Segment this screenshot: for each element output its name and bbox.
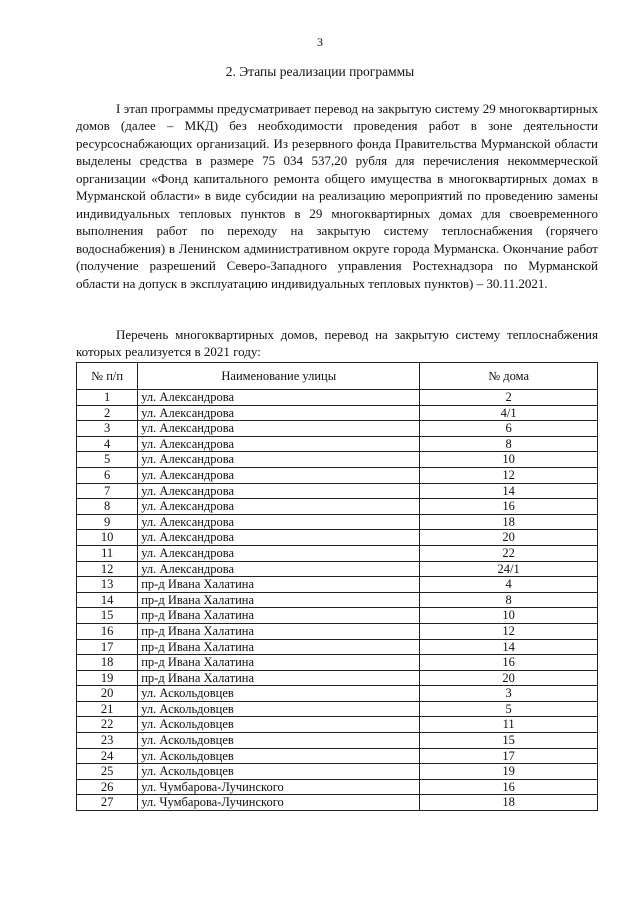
row-house: 12 — [420, 623, 598, 639]
row-street: ул. Александрова — [138, 405, 420, 421]
row-street: пр-д Ивана Халатина — [138, 655, 420, 671]
row-house: 11 — [420, 717, 598, 733]
table-row — [77, 748, 598, 764]
row-number: 8 — [77, 499, 138, 515]
row-number: 1 — [77, 390, 138, 406]
row-number: 6 — [77, 467, 138, 483]
row-house: 4 — [420, 577, 598, 593]
row-number: 20 — [77, 686, 138, 702]
row-number: 16 — [77, 623, 138, 639]
row-number: 11 — [77, 545, 138, 561]
row-street: пр-д Ивана Халатина — [138, 592, 420, 608]
row-street: пр-д Ивана Халатина — [138, 577, 420, 593]
table-row — [77, 686, 598, 702]
table-row — [77, 405, 598, 421]
row-street: ул. Чумбарова-Лучинского — [138, 795, 420, 811]
row-street: ул. Александрова — [138, 499, 420, 515]
row-street: пр-д Ивана Халатина — [138, 670, 420, 686]
header-number: № п/п — [77, 363, 138, 390]
row-number: 5 — [77, 452, 138, 468]
table-row — [77, 717, 598, 733]
row-house: 8 — [420, 592, 598, 608]
table-row — [77, 639, 598, 655]
row-number: 27 — [77, 795, 138, 811]
row-house: 19 — [420, 764, 598, 780]
table-row — [77, 514, 598, 530]
row-street: ул. Аскольдовцев — [138, 686, 420, 702]
table-row — [77, 436, 598, 452]
row-street: ул. Александрова — [138, 390, 420, 406]
table-row — [77, 467, 598, 483]
row-street: пр-д Ивана Халатина — [138, 623, 420, 639]
row-house: 15 — [420, 733, 598, 749]
table-row — [77, 592, 598, 608]
row-number: 10 — [77, 530, 138, 546]
row-number: 14 — [77, 592, 138, 608]
row-house: 3 — [420, 686, 598, 702]
row-street: ул. Александрова — [138, 452, 420, 468]
row-number: 23 — [77, 733, 138, 749]
row-house: 12 — [420, 467, 598, 483]
section-title: 2. Этапы реализации программы — [225, 64, 415, 79]
row-house: 16 — [420, 779, 598, 795]
table-row — [77, 779, 598, 795]
row-street: ул. Чумбарова-Лучинского — [138, 779, 420, 795]
row-street: ул. Александрова — [138, 545, 420, 561]
table-row — [77, 390, 598, 406]
row-street: пр-д Ивана Халатина — [138, 639, 420, 655]
row-house: 24/1 — [420, 561, 598, 577]
table-row — [77, 670, 598, 686]
row-house: 18 — [420, 514, 598, 530]
row-house: 4/1 — [420, 405, 598, 421]
table-row — [77, 499, 598, 515]
row-street: ул. Аскольдовцев — [138, 733, 420, 749]
page-number: 3 — [317, 35, 323, 49]
row-house: 17 — [420, 748, 598, 764]
row-number: 25 — [77, 764, 138, 780]
row-number: 24 — [77, 748, 138, 764]
table-row — [77, 452, 598, 468]
row-house: 5 — [420, 701, 598, 717]
table-row — [77, 421, 598, 437]
row-street: пр-д Ивана Халатина — [138, 608, 420, 624]
row-street: ул. Александрова — [138, 421, 420, 437]
row-street: ул. Аскольдовцев — [138, 764, 420, 780]
row-number: 26 — [77, 779, 138, 795]
table-row — [77, 561, 598, 577]
row-house: 8 — [420, 436, 598, 452]
row-street: ул. Аскольдовцев — [138, 748, 420, 764]
row-house: 2 — [420, 390, 598, 406]
row-street: ул. Александрова — [138, 467, 420, 483]
row-house: 6 — [420, 421, 598, 437]
row-number: 9 — [77, 514, 138, 530]
row-street: ул. Александрова — [138, 483, 420, 499]
paragraph-stage-one: I этап программы предусматривает перевод на закрытую систему 29 многоквартирных домов (далее – МКД) без необходимости проведения работ в зоне деятельности ресурсоснабжающих организаций. Из резервного фонда Правительства Мурманской области выделены средства в размере 75 034 537,20 рубля для перечисления некоммерческой организации «Фонд капитального ремонта общего имущества в многоквартирных домах в Мурманской области» в виде субсидии на реализацию мероприятий по проведению замены индивидуальных тепловых пунктов в 29 многоквартирных домах для своевременного выполнения работ по переходу на закрытую систему теплоснабжения (горячего водоснабжения) в Ленинском административном округе города Мурманска. Окончание работ (получение разрешений Северо-Западного управления Ростехнадзора по Мурманской области на допуск в эксплуатацию индивидуальных тепловых пунктов) – 30.11.2021. — [76, 101, 598, 291]
row-number: 17 — [77, 639, 138, 655]
row-street: ул. Аскольдовцев — [138, 701, 420, 717]
header-street: Наименование улицы — [138, 363, 420, 390]
row-house: 14 — [420, 639, 598, 655]
row-number: 4 — [77, 436, 138, 452]
table-row — [77, 608, 598, 624]
row-number: 12 — [77, 561, 138, 577]
paragraph-list-intro: Перечень многоквартирных домов, перевод на закрытую систему теплоснабжения которых реализуется в 2021 году: — [76, 327, 598, 360]
row-number: 19 — [77, 670, 138, 686]
header-house: № дома — [420, 363, 598, 390]
row-number: 7 — [77, 483, 138, 499]
row-number: 22 — [77, 717, 138, 733]
row-street: ул. Александрова — [138, 530, 420, 546]
row-street: ул. Александрова — [138, 514, 420, 530]
row-number: 15 — [77, 608, 138, 624]
table-row — [77, 733, 598, 749]
row-street: ул. Александрова — [138, 561, 420, 577]
row-house: 10 — [420, 452, 598, 468]
row-house: 20 — [420, 670, 598, 686]
row-house: 18 — [420, 795, 598, 811]
row-street: ул. Александрова — [138, 436, 420, 452]
table-header-row — [77, 363, 598, 390]
row-house: 16 — [420, 655, 598, 671]
table-row — [77, 530, 598, 546]
row-house: 20 — [420, 530, 598, 546]
row-house: 10 — [420, 608, 598, 624]
table-row — [77, 701, 598, 717]
row-number: 21 — [77, 701, 138, 717]
row-number: 18 — [77, 655, 138, 671]
table-row — [77, 483, 598, 499]
row-number: 3 — [77, 421, 138, 437]
row-street: ул. Аскольдовцев — [138, 717, 420, 733]
row-house: 14 — [420, 483, 598, 499]
table-row — [77, 764, 598, 780]
table-row — [77, 623, 598, 639]
row-house: 22 — [420, 545, 598, 561]
houses-table — [76, 362, 598, 811]
table-row — [77, 545, 598, 561]
row-house: 16 — [420, 499, 598, 515]
row-number: 13 — [77, 577, 138, 593]
table-row — [77, 577, 598, 593]
table-row — [77, 795, 598, 811]
table-row — [77, 655, 598, 671]
row-number: 2 — [77, 405, 138, 421]
